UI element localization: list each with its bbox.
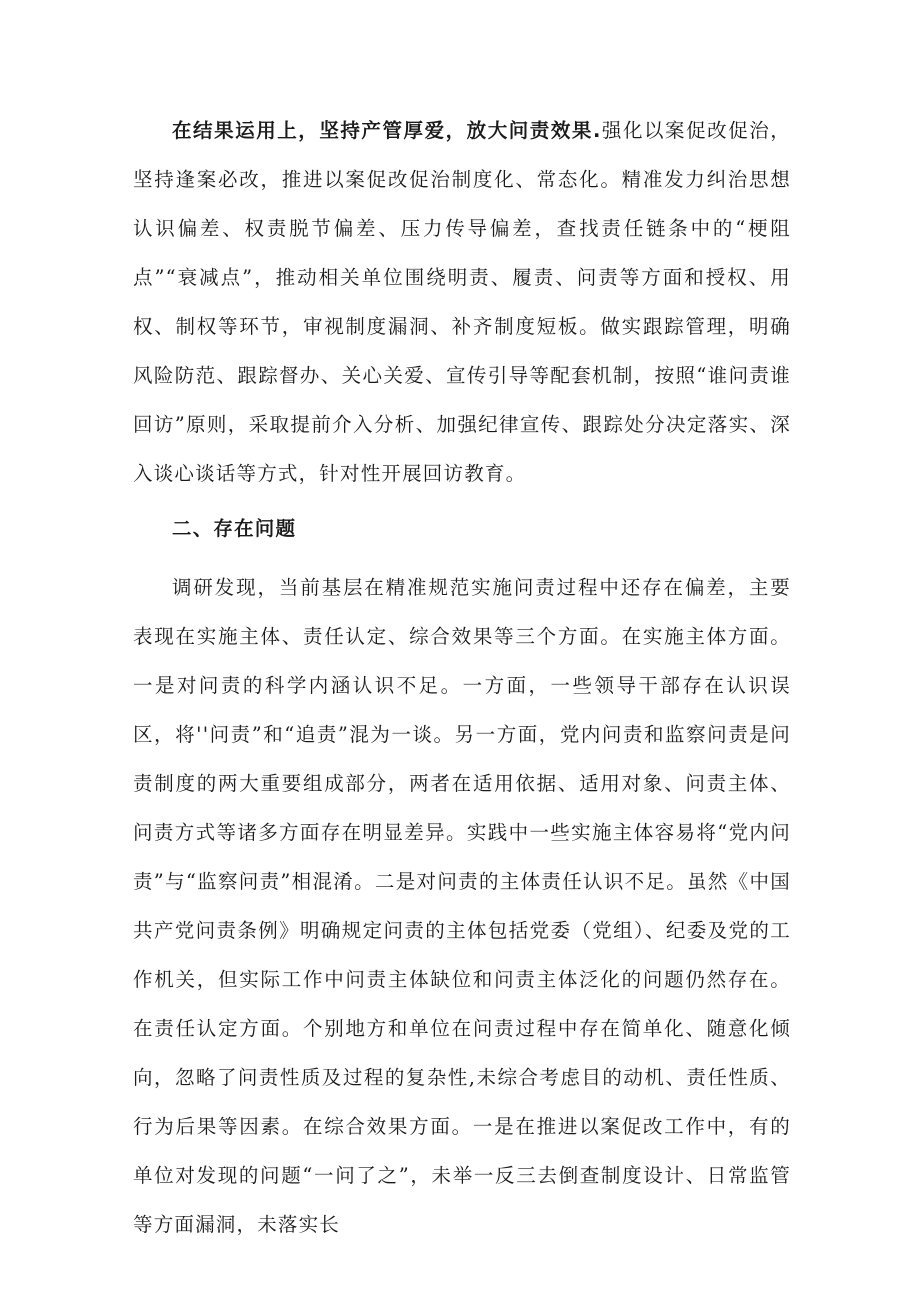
paragraph-existing-problems: 调研发现，当前基层在精准规范实施问责过程中还存在偏差，主要表现在实施主体、责任认定、综合效果等三个方面。在实施主体方面。一是对问责的科学内涵认识不足。一方面，一些领导干部存在认识误区，将''问责”和“追责”混为一谈。另一方面，党内问责和监察问责是问责制度的两大重要组成部分，两者在适用依据、适用对象、问责主体、问责方式等诸多方面存在明显差异。实践中一些实施主体容易将“党内问责”与“监察问责”相混淆。二是对问责的主体责任认识不足。虽然《中国共产党问责条例》明确规定问责的主体包括党委（党组）、纪委及党的工作机关，但实际工作中问责主体缺位和问责主体泛化的问题仍然存在。在责任认定方面。个别地方和单位在问责过程中存在简单化、随意化倾向，忽略了问责性质及过程的复杂性,未综合考虑目的动机、责任性质、行为后果等因素。在综合效果方面。一是在推进以案促改工作中，有的单位对发现的问题“一问了之”，未举一反三去倒查制度设计、日常监管等方面漏洞，未落实长 [133,576,791,1236]
paragraph-lead-bold: 在结果运用上，坚持产管厚爱，放大问责效果. [172,119,602,142]
paragraph-results-application [133,106,791,498]
paragraph-body: 强化以案促改促治，坚持逢案必改，推进以案促改促治制度化、常态化。精准发力纠治思想认识偏差、权责脱节偏差、压力传导偏差，查找责任链条中的“梗阻点”“衰减点”，推动相关单位围绕明责、履责、问责等方面和授权、用权、制权等环节，审视制度漏洞、补齐制度短板。做实跟踪管理，明确风险防范、跟踪督办、关心关爱、宣传引导等配套机制，按照“谁问责谁回访”原则，采取提前介入分析、加强纪律宣传、跟踪处分决定落实、深入谈心谈话等方式，针对性开展回访教育。 [133,119,791,485]
section-heading-existing-problems: 二、存在问题 [172,517,297,540]
